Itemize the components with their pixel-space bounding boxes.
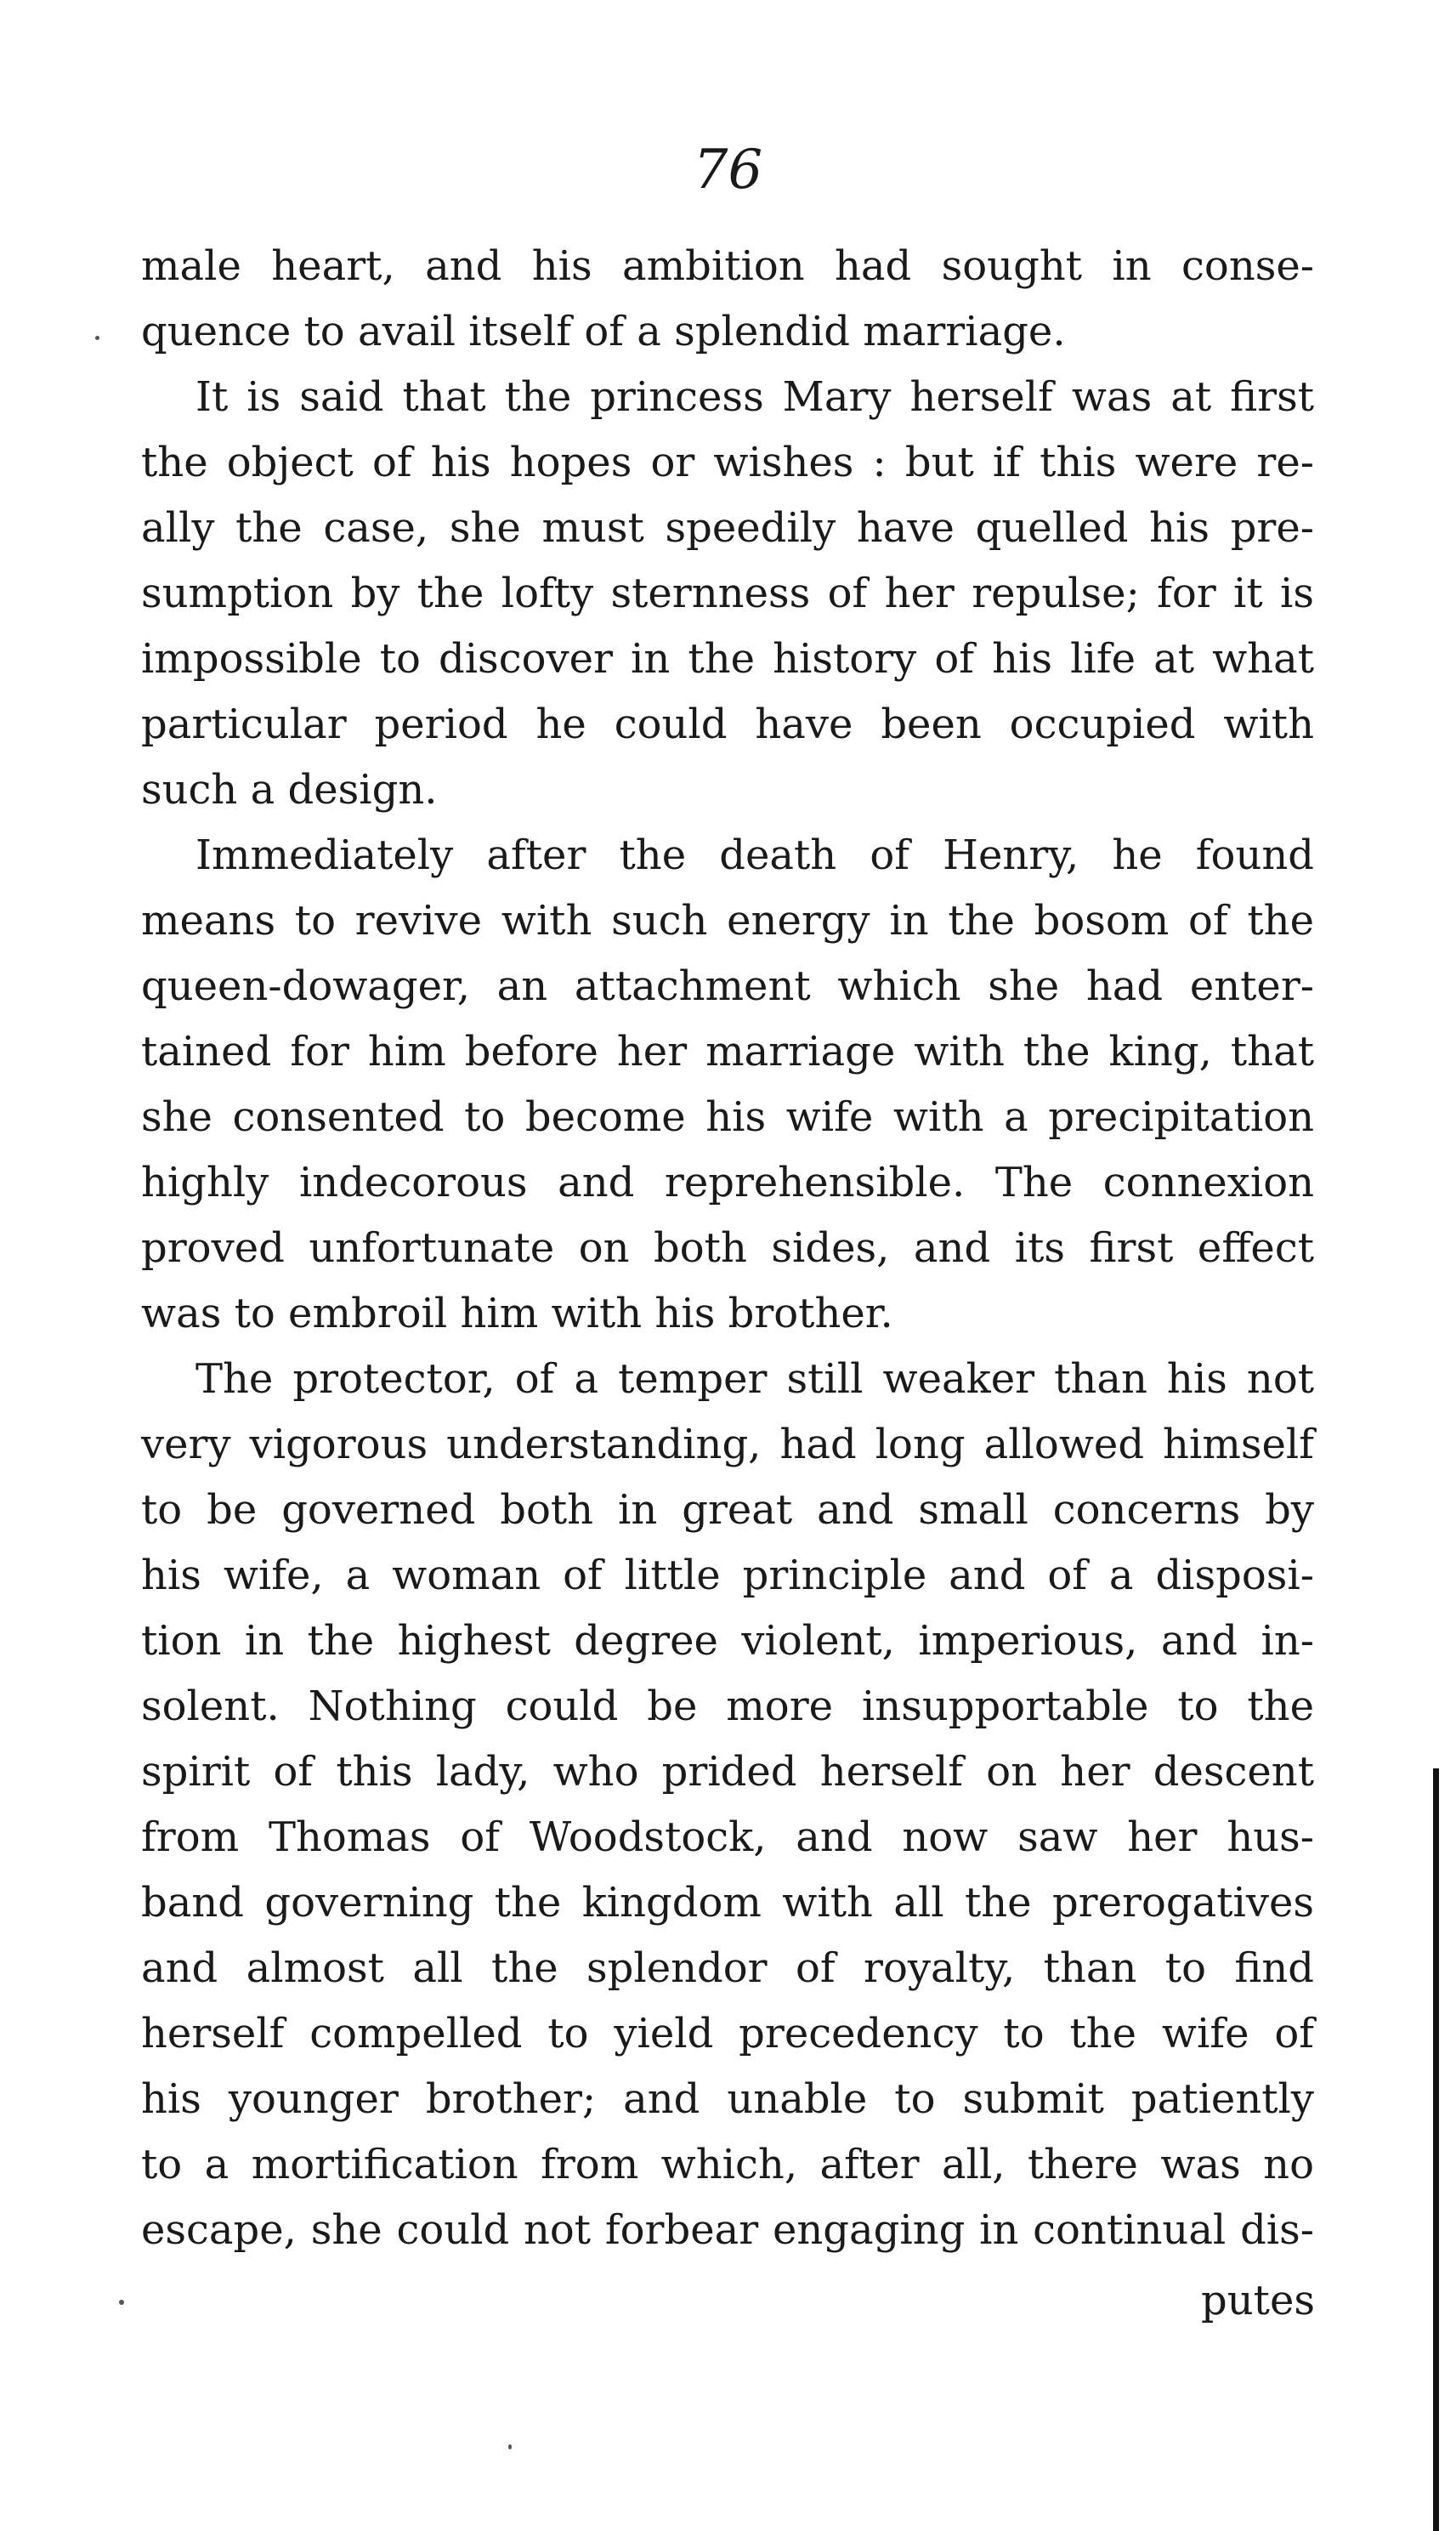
scan-speck	[508, 2444, 512, 2449]
text-line: the object of his hopes or wishes : but if this were re-	[141, 439, 1314, 486]
catchword: putes	[1201, 2277, 1315, 2324]
text-line: tained for him before her marriage with the king, that	[141, 1028, 1314, 1075]
body-text	[141, 234, 1314, 2263]
text-line: escape, she could not forbear engaging in continual dis-	[141, 2206, 1314, 2254]
text-line: herself compelled to yield precedency to the wife of	[141, 2010, 1314, 2057]
text-line: to a mortification from which, after all, there was no	[141, 2141, 1314, 2188]
text-line: was to embroil him with his brother.	[141, 1290, 893, 1337]
paragraph-first-line: The protector, of a temper still weaker than his not	[195, 1355, 1314, 1403]
text-line: means to revive with such energy in the bosom of the	[141, 897, 1314, 945]
text-line: she consented to become his wife with a precipitation	[141, 1093, 1314, 1141]
scan-speck	[95, 336, 99, 340]
text-line: from Thomas of Woodstock, and now saw her hus-	[141, 1813, 1314, 1861]
text-line: to be governed both in great and small concerns by	[141, 1486, 1314, 1534]
text-line: very vigorous understanding, had long allowed himself	[141, 1421, 1314, 1468]
text-line: his younger brother; and unable to submit patiently	[141, 2075, 1314, 2123]
text-line: highly indecorous and reprehensible. The connexion	[141, 1159, 1314, 1206]
scan-speck	[119, 2300, 124, 2305]
text-line: solent. Nothing could be more insupportable to the	[141, 1683, 1314, 1730]
text-line: band governing the kingdom with all the prerogatives	[141, 1879, 1314, 1927]
paragraph-first-line: It is said that the princess Mary herself was at first	[195, 373, 1314, 421]
text-line: quence to avail itself of a splendid marriage.	[141, 308, 1066, 355]
text-line: and almost all the splendor of royalty, than to find	[141, 1944, 1314, 1992]
paragraph-first-line: Immediately after the death of Henry, he found	[195, 831, 1314, 879]
text-line: tion in the highest degree violent, imperious, and in-	[141, 1617, 1314, 1665]
text-line: impossible to discover in the history of his life at what	[141, 635, 1314, 683]
text-line: proved unfortunate on both sides, and its first effect	[141, 1224, 1314, 1272]
text-line: male heart, and his ambition had sought in conse-	[141, 242, 1314, 290]
text-line: particular period he could have been occupied with	[141, 701, 1314, 748]
text-line: ally the case, she must speedily have quelled his pre-	[141, 504, 1314, 552]
page-number: 76	[693, 139, 763, 201]
text-line: queen-dowager, an attachment which she had enter-	[141, 962, 1314, 1010]
text-line: his wife, a woman of little principle and of a disposi-	[141, 1552, 1314, 1599]
text-line: such a design.	[141, 766, 438, 814]
binding-edge-shadow	[1433, 1768, 1439, 2531]
text-line: sumption by the lofty sternness of her repulse; for it is	[141, 570, 1314, 617]
text-line: spirit of this lady, who prided herself on her descent	[141, 1748, 1314, 1796]
